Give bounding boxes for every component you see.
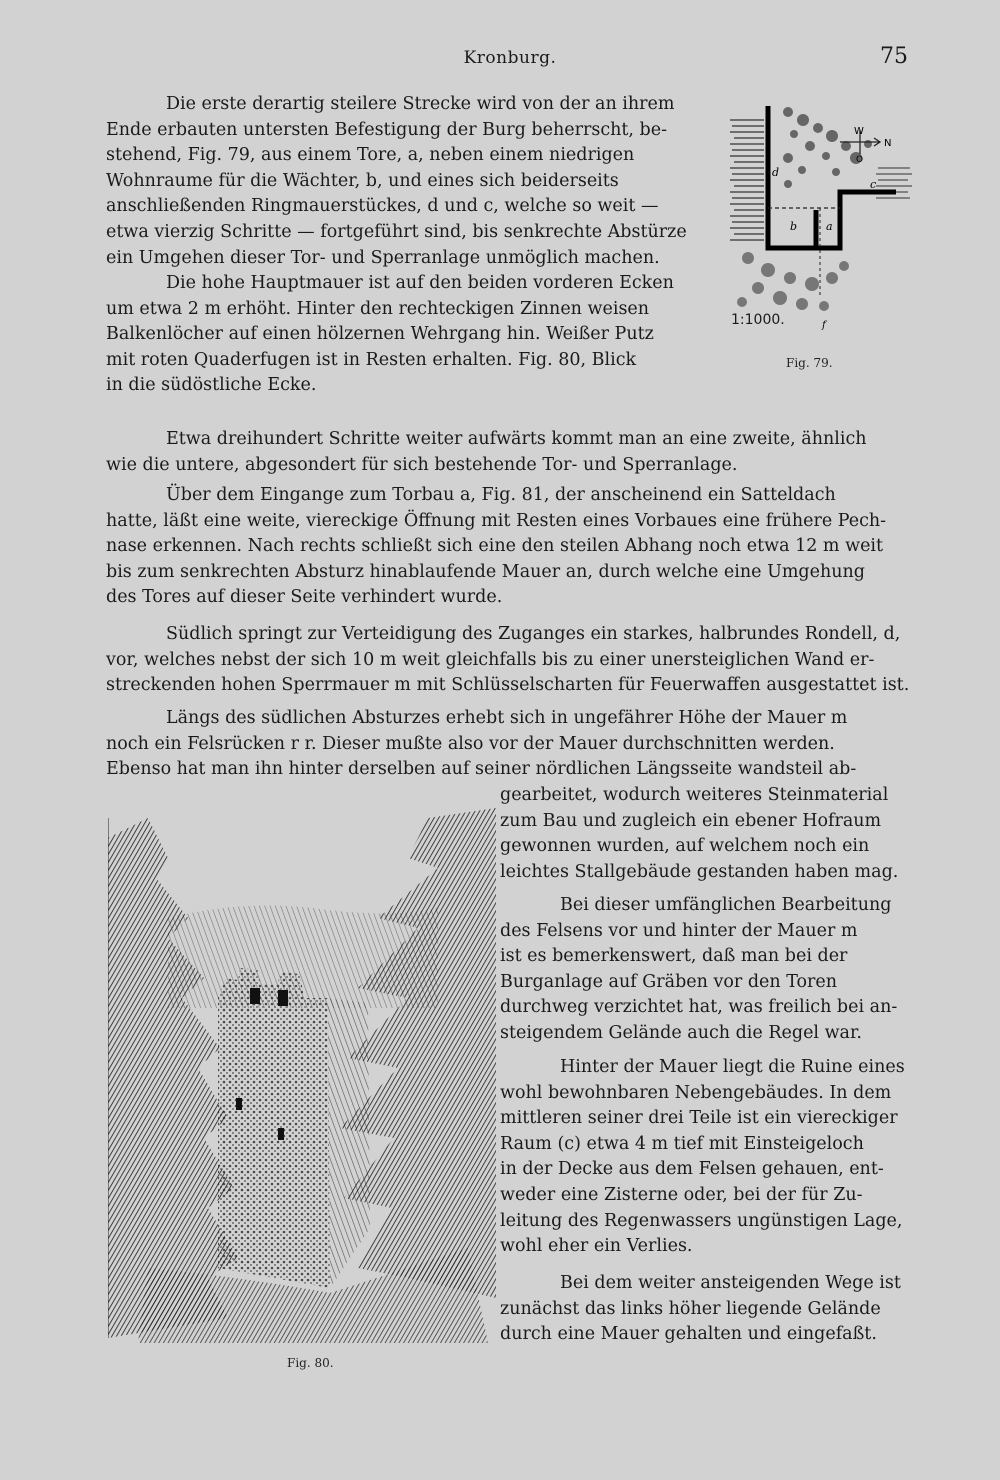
paragraph-6-cont xyxy=(500,783,918,885)
text-line: steigendem Gelände auch die Regel war. xyxy=(500,1022,862,1043)
compass-o-label: O xyxy=(856,155,864,165)
text-line: Die erste derartig steilere Strecke wird von der an ihrem xyxy=(166,94,675,114)
text-line: zum Bau und zugleich ein ebener Hofraum xyxy=(500,810,882,831)
text-line: nase erkennen. Nach rechts schließt sich eine den steilen Abhang noch etwa 12 m weit xyxy=(106,536,884,557)
paragraph-7 xyxy=(500,893,918,1047)
running-title: Kronburg. xyxy=(463,48,557,68)
text-line: Ebenso hat man ihn hinter derselben auf seiner nördlichen Längsseite wandsteil ab- xyxy=(106,759,857,780)
text-line: wohl bewohnbaren Nebengebäudes. In dem xyxy=(500,1082,892,1103)
paragraph-9 xyxy=(500,1271,918,1348)
text-line: Hinter der Mauer liegt die Ruine eines xyxy=(560,1057,905,1077)
figure-80-engraving xyxy=(108,798,496,1348)
text-line: Bei dem weiter ansteigenden Wege ist xyxy=(560,1273,901,1293)
text-line: anschließenden Ringmauerstückes, d und c, welche so weit — xyxy=(106,196,659,217)
figure-79-scale: 1:1000. xyxy=(731,312,785,328)
text-line: Ende erbauten untersten Befestigung der Burg beherrscht, be- xyxy=(106,119,668,140)
text-line: des Felsens vor und hinter der Mauer m xyxy=(500,920,858,941)
text-line: bis zum senkrechten Absturz hinablaufende Mauer an, durch welche eine Umgehung xyxy=(106,561,865,582)
text-line: Burganlage auf Gräben vor den Toren xyxy=(500,971,838,992)
text-line: hatte, läßt eine weite, viereckige Öffnung mit Resten eines Vorbaues eine frühere Pech- xyxy=(106,510,887,531)
text-line: Südlich springt zur Verteidigung des Zuganges ein starkes, halbrundes Rondell, d, xyxy=(166,624,901,644)
paragraph-4 xyxy=(106,483,918,611)
text-line: leichtes Stallgebäude gestanden haben mag. xyxy=(500,861,899,882)
text-line: mittleren seiner drei Teile ist ein viereckiger xyxy=(500,1108,898,1129)
ruin-engraving xyxy=(108,798,496,1348)
text-line: noch ein Felsrücken r r. Dieser mußte also vor der Mauer durchschnitten werden. xyxy=(106,733,835,754)
text-line: ist es bemerkenswert, daß man bei der xyxy=(500,946,848,967)
text-line: ein Umgehen dieser Tor- und Sperranlage unmöglich machen. xyxy=(106,247,660,268)
text-line: des Tores auf dieser Seite verhindert wurde. xyxy=(106,587,503,608)
paragraph-8 xyxy=(500,1055,918,1260)
figure-79-caption: Fig. 79. xyxy=(786,356,833,370)
plan-label-b: b xyxy=(790,220,798,233)
text-line: Balkenlöcher auf einen hölzernen Wehrgang hin. Weißer Putz xyxy=(106,324,654,345)
text-line: gearbeitet, wodurch weiteres Steinmaterial xyxy=(500,785,889,805)
text-line: Raum (c) etwa 4 m tief mit Einsteigeloch xyxy=(500,1133,864,1154)
paragraph-2 xyxy=(106,271,696,399)
text-line: in der Decke aus dem Felsen gehauen, ent- xyxy=(500,1159,884,1180)
text-line: in die südöstliche Ecke. xyxy=(106,375,317,396)
text-line: Die hohe Hauptmauer ist auf den beiden vorderen Ecken xyxy=(166,273,674,293)
text-line: wie die untere, abgesondert für sich bestehende Tor- und Sperranlage. xyxy=(106,454,738,475)
plan-label-d: d xyxy=(772,166,780,179)
figure-79-plan xyxy=(728,98,914,338)
text-line: durchweg verzichtet hat, was freilich bei an- xyxy=(500,997,898,1018)
text-line: leitung des Regenwassers ungünstigen Lage, xyxy=(500,1210,903,1231)
text-line: weder eine Zisterne oder, bei der für Zu- xyxy=(500,1184,863,1205)
paragraph-5 xyxy=(106,622,918,699)
text-line: gewonnen wurden, auf welchem noch ein xyxy=(500,836,870,857)
plan-label-c: c xyxy=(870,178,877,191)
text-line: etwa vierzig Schritte — fortgeführt sind, bis senkrechte Abstürze xyxy=(106,221,687,242)
text-line: stehend, Fig. 79, aus einem Tore, a, neben einem niedrigen xyxy=(106,145,635,166)
text-line: zunächst das links höher liegende Gelände xyxy=(500,1298,881,1319)
paragraph-1 xyxy=(106,92,696,271)
running-head xyxy=(0,44,1000,72)
text-line: Bei dieser umfänglichen Bearbeitung xyxy=(560,895,892,915)
plan-label-a: a xyxy=(826,220,833,233)
text-line: mit roten Quaderfugen ist in Resten erhalten. Fig. 80, Blick xyxy=(106,349,637,370)
text-line: Über dem Eingange zum Torbau a, Fig. 81, der anscheinend ein Satteldach xyxy=(166,485,836,505)
figure-80-caption: Fig. 80. xyxy=(287,1356,334,1370)
text-line: um etwa 2 m erhöht. Hinter den rechteckigen Zinnen weisen xyxy=(106,298,650,319)
paragraph-6 xyxy=(106,706,918,783)
plan-label-f: f xyxy=(822,320,826,331)
page-number: 75 xyxy=(880,44,908,69)
text-line: Längs des südlichen Absturzes erhebt sich in ungefährer Höhe der Mauer m xyxy=(166,708,848,728)
text-line: Wohnraume für die Wächter, b, und eines sich beiderseits xyxy=(106,170,619,191)
text-line: vor, welches nebst der sich 10 m weit gleichfalls bis zu einer unersteiglichen Wand er- xyxy=(106,649,875,670)
text-line: wohl eher ein Verlies. xyxy=(500,1236,693,1257)
compass-n-label: N xyxy=(884,138,892,149)
paragraph-3 xyxy=(106,427,918,478)
plan-drawing xyxy=(728,98,914,338)
text-line: durch eine Mauer gehalten und eingefaßt. xyxy=(500,1324,877,1345)
text-line: streckenden hohen Sperrmauer m mit Schlüsselscharten für Feuerwaffen ausgestattet ist. xyxy=(106,675,910,696)
text-line: Etwa dreihundert Schritte weiter aufwärts kommt man an eine zweite, ähnlich xyxy=(166,429,867,449)
compass-w-label: W xyxy=(854,126,864,137)
